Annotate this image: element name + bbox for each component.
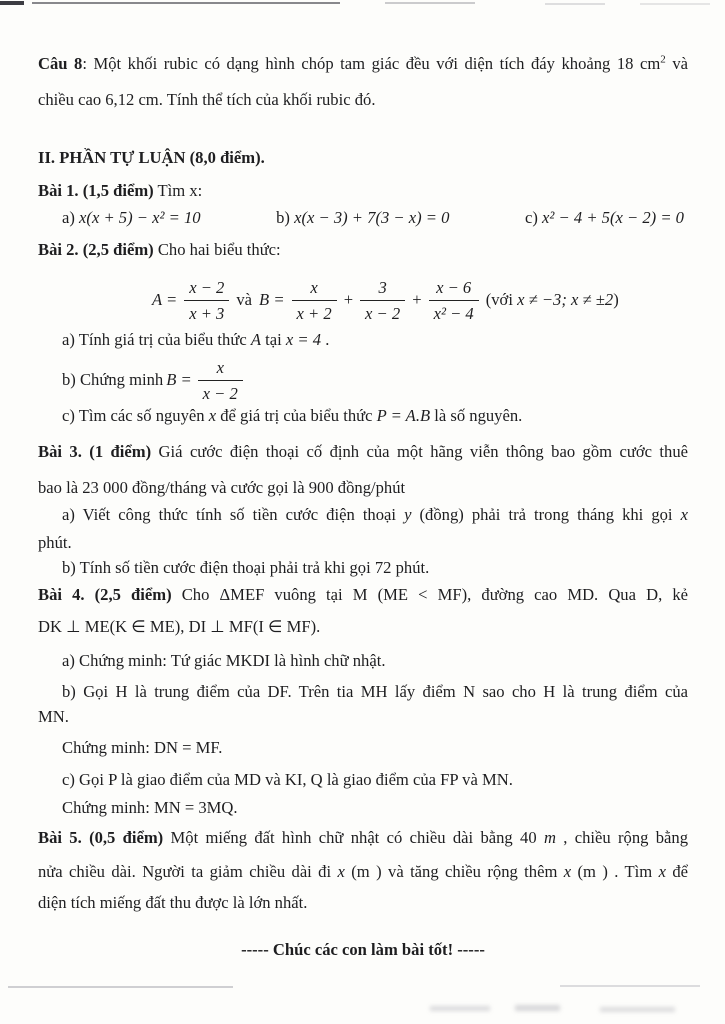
bai3-line1 — [38, 435, 688, 469]
fraction-denominator: x² − 4 — [429, 300, 479, 326]
bai4-text-2: vuông tại M (ME < MF), đường cao MD. Qua D, kẻ — [264, 585, 688, 604]
fraction-denominator: x + 3 — [184, 300, 229, 326]
scan-artifact-bottom-line-left — [8, 986, 233, 988]
bai2-formula-va: và — [236, 290, 253, 309]
bai2-fraction-A — [184, 275, 229, 326]
bai5-line3 — [38, 886, 688, 920]
problem8-line1 — [38, 47, 688, 81]
bai5-label: Bài 5. (0,5 điểm) — [38, 828, 164, 847]
bai3-text-2: bao là 23 000 đồng/tháng và cước gọi là 900 đồng/phút — [38, 478, 406, 497]
bai2-heading — [38, 233, 688, 267]
scan-artifact-top-dash — [0, 1, 24, 5]
problem8-text-1: : Một khối rubic có dạng hình chóp tam giác đều với diện tích đáy khoảng 18 cm — [82, 54, 661, 73]
bai3-a-l2: phút. — [38, 533, 72, 552]
bai5-var-x1: x — [337, 862, 345, 881]
bai2-fraction-B2 — [360, 275, 405, 326]
fraction-numerator: x − 2 — [189, 277, 225, 297]
bai1-eq-a-expression: x(x + 5) − x² = 10 — [79, 208, 201, 227]
bai2-formula-A-lhs: A = — [152, 290, 178, 309]
fraction-numerator: x − 6 — [436, 277, 472, 297]
bai5-text-3: nửa chiều dài. Người ta giảm chiều dài đi — [38, 862, 338, 881]
bai4-c-text: c) Gọi P là giao điểm của MD và KI, Q là giao điểm của FP và MN. — [62, 770, 513, 789]
bai1-label: Bài 1. (1,5 điểm) — [38, 181, 154, 200]
bai4-line2 — [38, 610, 688, 644]
bai1-eq-b-prefix: b) — [276, 208, 295, 227]
bai2-condition-math: x ≠ −3; x ≠ ±2 — [517, 290, 614, 309]
scan-artifact-top-line — [32, 2, 340, 4]
bai1-eq-c-expression: x² − 4 + 5(x − 2) = 0 — [542, 208, 684, 227]
bai2-b-lhs: B = — [166, 370, 192, 389]
bai1-intro: Tìm x: — [153, 181, 203, 200]
bai2-formula-B-lhs: B = — [259, 290, 285, 309]
bai3-a-text: a) Viết công thức tính số tiền cước điện thoại — [62, 505, 405, 524]
fraction-denominator: x − 2 — [360, 300, 405, 326]
bai1-eq-b-expression: x(x − 3) + 7(3 − x) = 0 — [294, 208, 450, 227]
bai4-a-text: a) Chứng minh: Tứ giác MKDI là hình chữ nhật. — [62, 651, 386, 670]
section2-heading — [38, 141, 688, 175]
scan-artifact-bottom-line-right — [560, 985, 700, 987]
bai1-equation-a — [62, 201, 201, 235]
bai5-text-1: Một miếng đất hình chữ nhật có chiều dài bằng 40 — [163, 828, 544, 847]
bai5-text-7: diện tích miếng đất thu được là lớn nhất. — [38, 893, 308, 912]
bai2-fraction-B3 — [429, 275, 479, 326]
bai2-a-text: a) Tính giá trị của biểu thức — [62, 330, 251, 349]
scan-artifact-smudge-3 — [600, 1007, 675, 1012]
bai3-b-text: b) Tính số tiền cước điện thoại phải trả khi gọi 72 phút. — [62, 558, 430, 577]
fraction-denominator: x − 2 — [198, 380, 243, 406]
bai2-item-c — [38, 399, 688, 433]
bai3-a-var-x: x — [680, 505, 688, 524]
bai4-triangle-MEF: ΔMEF — [219, 585, 265, 604]
bai3-a-mid: (đồng) phải trả trong tháng khi gọi — [411, 505, 681, 524]
bai4-b-l2: MN. — [38, 707, 69, 726]
scan-artifact-top-line-2 — [385, 2, 475, 4]
bai5-text-5: (m ) . Tìm — [571, 862, 659, 881]
bai1-equations-row — [38, 201, 688, 235]
bai2-c-mid: để giá trị của biểu thức — [216, 406, 377, 425]
bai2-b-text: b) Chứng minh — [62, 370, 164, 389]
problem8-line2 — [38, 83, 688, 117]
bai3-a-var-y: y — [404, 505, 412, 524]
bai4-b-text: b) Gọi H là trung điểm của DF. Trên tia MH lấy điểm N sao cho H là trung điểm của — [62, 682, 688, 701]
bai2-a-math: x = 4 — [285, 330, 322, 349]
problem8-superscript: 2 — [660, 53, 666, 66]
fraction-numerator: 3 — [378, 277, 387, 297]
bai2-intro: Cho hai biểu thức: — [153, 240, 281, 259]
bai4-item-b-proof — [38, 731, 688, 765]
fraction-denominator: x + 2 — [292, 300, 337, 326]
bai2-condition-open: (với — [485, 290, 518, 309]
bai1-equation-c — [525, 201, 684, 235]
bai2-c-end: là số nguyên. — [430, 406, 523, 425]
bai2-label: Bài 2. (2,5 điểm) — [38, 240, 154, 259]
bai4-item-c-proof — [38, 791, 688, 825]
fraction-numerator: x — [310, 277, 318, 297]
section2-title: II. PHẦN TỰ LUẬN (8,0 điểm). — [38, 148, 265, 167]
bai2-a-end: . — [321, 330, 330, 349]
bai4-text-1: Cho — [171, 585, 220, 604]
bai4-c-cm: Chứng minh: MN = 3MQ. — [62, 798, 238, 817]
bai2-c-math: P = A.B — [376, 406, 431, 425]
bai4-item-b-line2 — [38, 700, 688, 734]
bai5-line2 — [38, 855, 688, 889]
problem8-text-3: chiều cao 6,12 cm. Tính thể tích của khối rubic đó. — [38, 90, 376, 109]
bai3-text-1: Giá cước điện thoại cố định của một hãng viễn thông bao gồm cước thuê — [151, 442, 688, 461]
bai3-label: Bài 3. (1 điểm) — [38, 442, 152, 461]
bai2-fraction-B1 — [292, 275, 337, 326]
problem8-text-2: và — [665, 54, 688, 73]
bai5-line1 — [38, 821, 688, 855]
footer-text: ----- Chúc các con làm bài tốt! ----- — [241, 940, 485, 959]
scan-artifact-smudge-1 — [430, 1006, 490, 1011]
bai5-var-m: m — [543, 828, 556, 847]
bai2-condition-close: ) — [613, 290, 619, 309]
bai1-eq-a-prefix: a) — [62, 208, 80, 227]
bai4-item-a — [38, 644, 688, 678]
bai2-formula-condition — [486, 283, 619, 317]
bai4-math-line: DK ⊥ ME(K ∈ ME), DI ⊥ MF(I ∈ MF). — [38, 617, 321, 636]
scan-artifact-top-line-4 — [640, 3, 710, 5]
bai1-eq-c-prefix: c) — [525, 208, 543, 227]
bai4-line1 — [38, 578, 688, 612]
bai2-formula-plus2: + — [412, 290, 422, 309]
scan-artifact-smudge-2 — [515, 1005, 560, 1011]
bai5-text-6: để — [665, 862, 688, 881]
footer-wish — [38, 933, 688, 967]
bai1-equation-b — [276, 201, 449, 235]
bai5-var-x2: x — [563, 862, 572, 881]
problem8-label: Câu 8 — [38, 54, 83, 73]
bai2-c-var-x: x — [208, 406, 217, 425]
bai2-formula-plus1: + — [343, 290, 354, 309]
bai2-a-var-A: A — [250, 330, 261, 349]
bai4-label: Bài 4. (2,5 điểm) — [38, 585, 172, 604]
bai4-b-cm: Chứng minh: DN = MF. — [62, 738, 223, 757]
scan-artifact-top-line-3 — [545, 3, 605, 5]
bai2-a-mid: tại — [261, 330, 286, 349]
bai2-c-text: c) Tìm các số nguyên — [62, 406, 209, 425]
bai5-text-4: (m ) và tăng chiều rộng thêm — [344, 862, 564, 881]
fraction-numerator: x — [216, 357, 224, 377]
bai2-fraction-b — [198, 355, 243, 406]
bai5-text-2: , chiều rộng bằng — [555, 828, 688, 847]
bai5-var-x3: x — [658, 862, 666, 881]
